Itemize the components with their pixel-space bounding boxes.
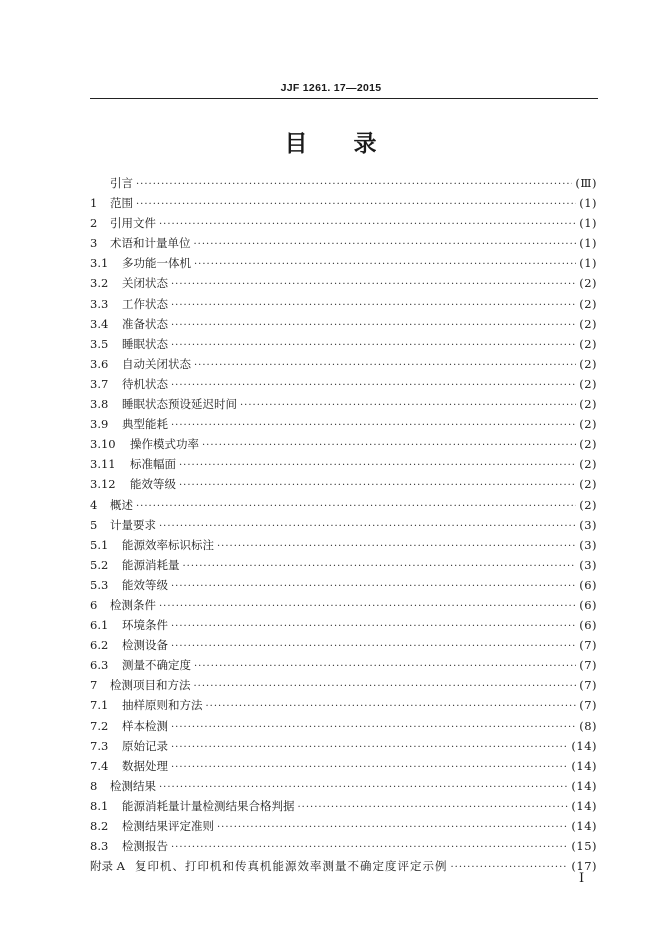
- page-title: 目 录: [284, 131, 378, 157]
- toc-entry-page: (3): [579, 557, 597, 572]
- toc-entry-label: 检测结果: [110, 778, 156, 793]
- toc-entry-label: 原始记录: [122, 738, 168, 753]
- toc-entry-label: 睡眠状态预设延迟时间: [122, 397, 237, 412]
- toc-entry-number: 3.10: [90, 437, 116, 452]
- toc-entry-number: 3.7: [90, 376, 109, 391]
- toc-entry-page: (Ⅲ): [575, 176, 597, 190]
- toc-entry-label: 抽样原则和方法: [122, 698, 203, 713]
- toc-entry-page: (2): [579, 356, 597, 371]
- toc-entry-label: 工作状态: [122, 296, 168, 311]
- toc-dot-leader: [183, 557, 577, 577]
- toc-entry-number: 4: [90, 497, 98, 512]
- toc-entry-label: 能效等级: [122, 577, 168, 592]
- toc-entry-page: (2): [579, 477, 597, 492]
- toc-entry-page: (2): [579, 316, 597, 331]
- toc-entry-page: (14): [571, 819, 597, 833]
- toc-entry[interactable]: [90, 716, 597, 736]
- toc-entry[interactable]: [90, 675, 597, 695]
- toc-entry-page: (3): [579, 517, 597, 532]
- toc-dot-leader: [194, 657, 576, 677]
- toc-entry-label: 检测条件: [110, 597, 156, 612]
- toc-entry[interactable]: [90, 575, 597, 595]
- toc-entry[interactable]: [90, 515, 597, 535]
- toc-entry-number: 7.2: [90, 718, 109, 733]
- toc-dot-leader: [171, 275, 576, 295]
- toc-entry[interactable]: [90, 414, 597, 434]
- toc-dot-leader: [171, 316, 576, 336]
- toc-entry-label: 范围: [110, 196, 133, 211]
- toc-entry-label: 样本检测: [122, 718, 168, 733]
- toc-entry-label: 检测报告: [122, 839, 168, 854]
- toc-entry-label: 典型能耗: [122, 417, 168, 432]
- toc-entry-label: 自动关闭状态: [122, 356, 191, 371]
- toc-entry-label: 能源消耗量: [122, 557, 180, 572]
- toc-entry[interactable]: [90, 454, 597, 474]
- toc-entry-page: (17): [571, 859, 597, 874]
- toc-entry-label: 能源消耗量计量检测结果合格判据: [122, 798, 295, 813]
- toc-dot-leader: [136, 175, 572, 195]
- toc-dot-leader: [159, 597, 576, 617]
- table-of-contents: [90, 173, 597, 876]
- toc-entry-number: 8.1: [90, 798, 109, 813]
- toc-dot-leader: [179, 456, 576, 476]
- toc-dot-leader: [298, 798, 569, 818]
- toc-dot-leader: [202, 436, 576, 456]
- toc-dot-leader: [450, 858, 568, 878]
- toc-entry-page: (7): [579, 638, 597, 653]
- toc-entry[interactable]: [90, 756, 597, 776]
- toc-entry[interactable]: [90, 736, 597, 756]
- toc-entry[interactable]: [90, 635, 597, 655]
- toc-dot-leader: [217, 537, 576, 557]
- toc-entry[interactable]: [90, 495, 597, 515]
- page-folio: I: [579, 871, 585, 886]
- toc-entry[interactable]: [90, 816, 597, 836]
- toc-entry-label: 操作模式功率: [130, 437, 199, 452]
- toc-entry[interactable]: [90, 394, 597, 414]
- toc-entry-label: 复印机、打印机和传真机能源效率测量不确定度评定示例: [134, 859, 448, 874]
- toc-entry-label: 引言: [110, 176, 133, 190]
- toc-entry-page: (1): [579, 196, 597, 211]
- toc-entry[interactable]: [90, 173, 597, 193]
- toc-entry-label: 能效等级: [130, 477, 176, 492]
- toc-entry-number: 8: [90, 778, 98, 793]
- toc-entry[interactable]: [90, 474, 597, 494]
- header-rule: [90, 98, 598, 99]
- toc-entry-number: 5: [90, 517, 98, 532]
- toc-entry-label: 检测项目和方法: [110, 678, 191, 693]
- toc-dot-leader: [194, 677, 577, 697]
- toc-entry[interactable]: [90, 253, 597, 273]
- toc-entry-number: 8.2: [90, 819, 109, 833]
- toc-entry-label: 概述: [110, 497, 133, 512]
- toc-entry-label: 标准幅面: [130, 457, 176, 472]
- toc-entry-label: 准备状态: [122, 316, 168, 331]
- toc-entry[interactable]: [90, 796, 597, 816]
- toc-entry-label: 术语和计量单位: [110, 236, 191, 251]
- toc-entry-number: 7: [90, 678, 98, 693]
- toc-entry-number: 7.1: [90, 698, 109, 713]
- toc-entry[interactable]: [90, 776, 597, 796]
- toc-entry-label: 环境条件: [122, 618, 168, 633]
- toc-entry-page: (2): [579, 397, 597, 412]
- toc-dot-leader: [206, 697, 577, 717]
- toc-entry-page: (2): [579, 376, 597, 391]
- toc-entry-page: (7): [579, 678, 597, 693]
- toc-entry-page: (2): [579, 497, 597, 512]
- toc-entry-number: 7.3: [90, 738, 109, 753]
- toc-entry[interactable]: [90, 695, 597, 715]
- toc-entry-number: 5.1: [90, 537, 109, 552]
- toc-entry-label: 检测结果评定准则: [122, 819, 214, 833]
- toc-dot-leader: [159, 215, 576, 235]
- toc-entry[interactable]: [90, 193, 597, 213]
- toc-entry-number: 6: [90, 597, 98, 612]
- toc-entry-label: 能源效率标识标注: [122, 537, 214, 552]
- toc-dot-leader: [171, 416, 576, 436]
- toc-dot-leader: [179, 476, 576, 496]
- toc-entry-label: 测量不确定度: [122, 658, 191, 673]
- document-code: JJF 1261. 17—2015: [280, 82, 382, 94]
- toc-dot-leader: [136, 195, 576, 215]
- toc-entry-number: 3.3: [90, 296, 109, 311]
- toc-entry-label: 关闭状态: [122, 276, 168, 291]
- toc-entry-number: 3.4: [90, 316, 109, 331]
- toc-entry-number: 3.9: [90, 417, 109, 432]
- toc-entry[interactable]: [90, 314, 597, 334]
- toc-entry-number: 5.3: [90, 577, 109, 592]
- toc-dot-leader: [194, 255, 576, 275]
- toc-entry[interactable]: [90, 354, 597, 374]
- toc-entry-page: (6): [579, 577, 597, 592]
- toc-entry-number: 7.4: [90, 758, 109, 773]
- toc-entry-number: 6.1: [90, 618, 109, 633]
- toc-entry-page: (2): [579, 437, 597, 452]
- toc-entry-number: 3.6: [90, 356, 109, 371]
- toc-entry-number: 3.8: [90, 397, 109, 412]
- toc-entry-page: (6): [579, 618, 597, 633]
- toc-entry[interactable]: [90, 213, 597, 233]
- toc-entry-page: (2): [579, 417, 597, 432]
- toc-entry-page: (1): [579, 216, 597, 231]
- toc-entry-page: (7): [579, 698, 597, 713]
- toc-dot-leader: [159, 778, 568, 798]
- toc-entry-label: 待机状态: [122, 376, 168, 391]
- toc-entry-page: (1): [579, 256, 597, 271]
- toc-entry-number: 5.2: [90, 557, 109, 572]
- toc-entry[interactable]: [90, 836, 597, 856]
- toc-entry[interactable]: [90, 434, 597, 454]
- toc-entry-label: 睡眠状态: [122, 336, 168, 351]
- toc-entry-label: 计量要求: [110, 517, 156, 532]
- toc-entry-number: 6.3: [90, 658, 109, 673]
- toc-dot-leader: [194, 235, 577, 255]
- toc-entry-page: (2): [579, 336, 597, 351]
- toc-entry-number: 3.5: [90, 336, 109, 351]
- toc-dot-leader: [171, 738, 568, 758]
- toc-entry-number: 3.12: [90, 477, 116, 492]
- toc-dot-leader: [217, 818, 568, 838]
- toc-dot-leader: [171, 577, 576, 597]
- toc-dot-leader: [171, 296, 576, 316]
- toc-entry-number: 8.3: [90, 839, 109, 854]
- toc-entry[interactable]: [90, 595, 597, 615]
- toc-entry[interactable]: [90, 655, 597, 675]
- toc-entry-number: 3.2: [90, 276, 109, 291]
- toc-entry-page: (14): [571, 738, 597, 753]
- toc-dot-leader: [171, 637, 576, 657]
- toc-entry-page: (2): [579, 296, 597, 311]
- toc-entry-page: (8): [579, 718, 597, 733]
- toc-entry[interactable]: [90, 535, 597, 555]
- toc-entry[interactable]: [90, 233, 597, 253]
- toc-entry[interactable]: [90, 334, 597, 354]
- toc-entry-number: 附录 A: [90, 859, 125, 874]
- toc-dot-leader: [240, 396, 576, 416]
- toc-entry-page: (14): [571, 778, 597, 793]
- toc-entry-page: (14): [571, 758, 597, 773]
- toc-entry-number: 2: [90, 216, 98, 231]
- toc-dot-leader: [171, 838, 568, 858]
- toc-entry-page: (15): [571, 839, 597, 854]
- toc-entry[interactable]: [90, 856, 597, 876]
- toc-entry-page: (6): [579, 597, 597, 612]
- toc-entry-page: (1): [579, 236, 597, 251]
- toc-dot-leader: [171, 617, 576, 637]
- toc-entry-number: 1: [90, 196, 98, 211]
- toc-entry-label: 检测设备: [122, 638, 168, 653]
- toc-entry[interactable]: [90, 615, 597, 635]
- toc-entry-number: 6.2: [90, 638, 109, 653]
- toc-entry-number: 3: [90, 236, 98, 251]
- toc-entry-page: (2): [579, 276, 597, 291]
- toc-entry[interactable]: [90, 555, 597, 575]
- toc-entry-page: (7): [579, 658, 597, 673]
- toc-dot-leader: [171, 718, 576, 738]
- toc-entry-page: (14): [571, 798, 597, 813]
- toc-entry[interactable]: [90, 294, 597, 314]
- toc-dot-leader: [136, 497, 576, 517]
- toc-entry-label: 引用文件: [110, 216, 156, 231]
- toc-entry-page: (3): [579, 537, 597, 552]
- toc-dot-leader: [194, 356, 576, 376]
- toc-entry-label: 多功能一体机: [122, 256, 191, 271]
- toc-entry-label: 数据处理: [122, 758, 168, 773]
- toc-entry-number: 3.1: [90, 256, 109, 271]
- toc-entry[interactable]: [90, 273, 597, 293]
- toc-dot-leader: [171, 758, 568, 778]
- toc-dot-leader: [171, 336, 576, 356]
- toc-entry-number: 3.11: [90, 457, 116, 472]
- toc-entry[interactable]: [90, 374, 597, 394]
- toc-dot-leader: [171, 376, 576, 396]
- toc-dot-leader: [159, 517, 576, 537]
- toc-entry-page: (2): [579, 457, 597, 472]
